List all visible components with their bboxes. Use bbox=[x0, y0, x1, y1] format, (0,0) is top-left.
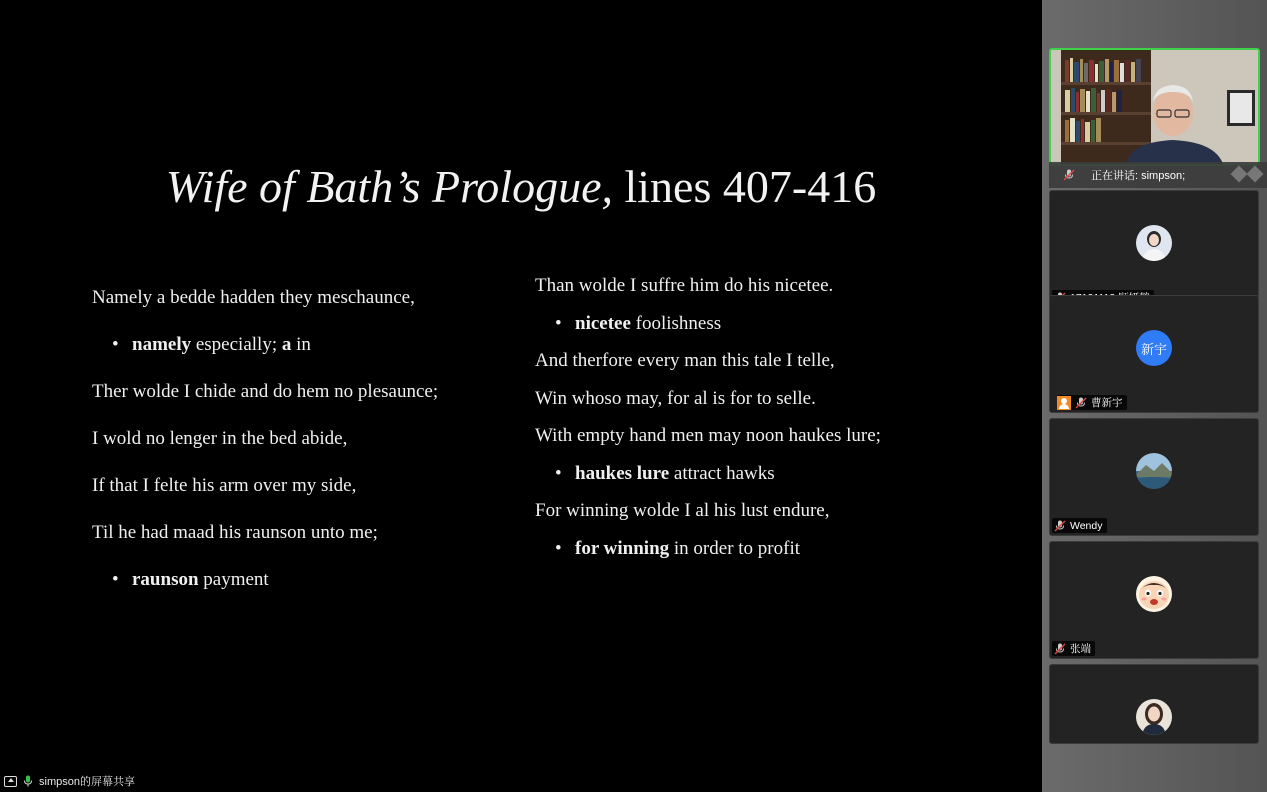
microphone-muted-icon bbox=[1054, 643, 1066, 655]
poem-line: And therfore every man this tale I telle, bbox=[535, 350, 835, 371]
microphone-muted-icon bbox=[1063, 169, 1075, 181]
bullet-icon: • bbox=[555, 312, 562, 334]
participant-name: 张端 bbox=[1070, 643, 1091, 655]
gloss-definition: foolishness bbox=[630, 312, 722, 334]
participant-gallery bbox=[1042, 0, 1267, 792]
gloss-definition: attract hawks bbox=[669, 462, 775, 484]
gloss-term: haukes lure bbox=[575, 462, 670, 484]
gloss-definition: payment bbox=[198, 569, 269, 590]
participant-name-tag bbox=[1052, 518, 1107, 533]
user-profile-icon bbox=[1057, 396, 1071, 410]
now-speaking-bar bbox=[1049, 162, 1267, 188]
slide-title-rest: lines 407-416 bbox=[613, 161, 877, 212]
screen-share-indicator[interactable] bbox=[4, 772, 135, 790]
participant-name: 曹新宇 bbox=[1091, 397, 1123, 409]
participant-tile[interactable] bbox=[1049, 664, 1259, 744]
gloss-term: a bbox=[281, 334, 292, 355]
poem-line: If that I felte his arm over my side, bbox=[92, 475, 357, 496]
speaker-video-frame bbox=[1051, 50, 1258, 164]
right-text-column bbox=[535, 272, 955, 572]
poem-line: Ther wolde I chide and do hem no plesaunce; bbox=[92, 381, 439, 402]
gloss-bullet-item bbox=[92, 566, 512, 613]
gloss-definition: especially; bbox=[191, 334, 282, 355]
participant-name-tag bbox=[1057, 395, 1127, 410]
microphone-muted-icon bbox=[1054, 520, 1066, 532]
slide-title bbox=[0, 160, 1042, 213]
gloss-bullet-item bbox=[535, 310, 955, 348]
microphone-muted-icon bbox=[1075, 397, 1087, 409]
gloss-bullet-item bbox=[535, 535, 955, 573]
gloss-term: raunson bbox=[132, 569, 199, 590]
gloss-term: for winning bbox=[575, 537, 670, 559]
poem-line: With empty hand men may noon haukes lure; bbox=[535, 425, 881, 446]
participant-avatar bbox=[1136, 453, 1172, 489]
participant-avatar: 新宇 bbox=[1136, 330, 1172, 366]
participant-tile[interactable] bbox=[1049, 418, 1259, 536]
loading-dots-icon bbox=[1229, 168, 1261, 180]
gloss-definition: in order to profit bbox=[669, 537, 801, 559]
participant-tile[interactable] bbox=[1049, 541, 1259, 659]
poem-line: Til he had maad his raunson unto me; bbox=[92, 522, 378, 543]
poem-line: For winning wolde I al his lust endure, bbox=[535, 500, 830, 521]
active-speaker-video-tile[interactable] bbox=[1049, 48, 1260, 166]
bullet-icon: • bbox=[112, 334, 119, 355]
poem-line: Namely a bedde hadden they meschaunce, bbox=[92, 287, 415, 308]
participant-name-tag bbox=[1052, 641, 1095, 656]
bullet-icon: • bbox=[555, 462, 562, 484]
gloss-term: namely bbox=[132, 334, 192, 355]
now-speaking-label: 正在讲话: simpson; bbox=[1091, 170, 1186, 182]
participant-name: Wendy bbox=[1070, 519, 1103, 532]
participant-avatar bbox=[1136, 576, 1172, 612]
left-text-column bbox=[92, 284, 512, 613]
bullet-icon: • bbox=[555, 537, 562, 559]
gloss-term: nicetee bbox=[575, 312, 631, 334]
bullet-icon: • bbox=[112, 569, 119, 590]
poem-line: I wold no lenger in the bed abide, bbox=[92, 428, 348, 449]
poem-line: Than wolde I suffre him do his nicetee. bbox=[535, 275, 834, 296]
slide-title-italic: Wife of Bath’s Prologue, bbox=[165, 161, 613, 212]
participant-avatar bbox=[1136, 699, 1172, 735]
participant-avatar bbox=[1136, 225, 1172, 261]
gloss-definition: in bbox=[291, 334, 311, 355]
poem-line: Win whoso may, for al is for to selle. bbox=[535, 387, 816, 409]
participant-tile[interactable] bbox=[1049, 190, 1259, 308]
screen-share-label: simpson的屏幕共享 bbox=[39, 776, 135, 788]
participant-tile[interactable] bbox=[1049, 295, 1259, 413]
microphone-icon bbox=[22, 775, 34, 787]
gloss-bullet-item bbox=[535, 460, 955, 498]
gloss-bullet-item bbox=[92, 331, 512, 378]
screen-share-icon bbox=[4, 776, 17, 787]
